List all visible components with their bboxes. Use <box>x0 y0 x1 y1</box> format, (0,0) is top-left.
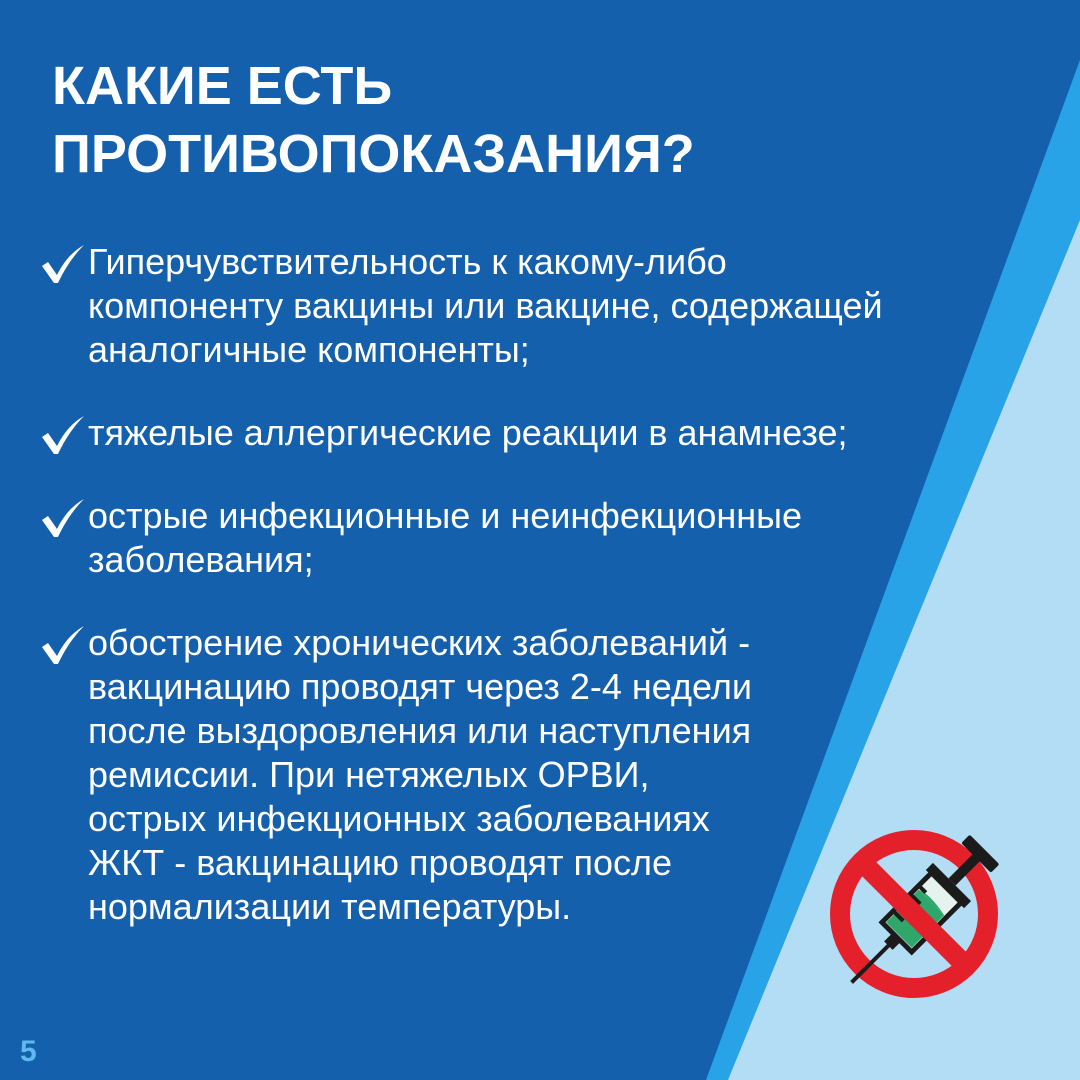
list-item-text <box>88 240 940 372</box>
check-icon <box>40 415 86 455</box>
contraindications-list <box>40 240 940 968</box>
title-line-1: КАКИЕ ЕСТЬ <box>52 56 393 116</box>
list-item-line: после выздоровления или наступления <box>88 710 752 751</box>
list-item-line: обострение хронических заболеваний - <box>88 622 751 663</box>
list-item-line: ЖКТ - вакцинацию проводят после <box>88 842 673 883</box>
list-item-text <box>88 494 940 582</box>
list-item-line: вакцинацию проводят через 2-4 недели <box>88 666 752 707</box>
list-item-line: Гиперчувствительность к какому-либо <box>88 241 727 282</box>
no-syringe-icon <box>828 816 1018 1006</box>
list-item <box>40 240 940 372</box>
list-item-line: нормализации температуры. <box>88 886 572 927</box>
list-item-line: тяжелые аллергические реакции в анамнезе; <box>88 412 848 453</box>
list-item-text <box>88 621 940 929</box>
list-item-line: аналогичные компоненты; <box>88 329 530 370</box>
list-item <box>40 494 940 582</box>
list-item <box>40 411 940 455</box>
list-item-line: острые инфекционные и неинфекционные <box>88 495 803 536</box>
page-number: 5 <box>20 1035 37 1068</box>
page-title <box>52 52 695 188</box>
list-item-line: острых инфекционных заболеваниях <box>88 798 710 839</box>
title-line-2: ПРОТИВОПОКАЗАНИЯ? <box>52 124 695 184</box>
check-icon <box>40 625 86 665</box>
list-item-text <box>88 411 940 455</box>
check-icon <box>40 498 86 538</box>
list-item <box>40 621 940 929</box>
list-item-line: заболевания; <box>88 539 314 580</box>
list-item-line: ремиссии. При нетяжелых ОРВИ, <box>88 754 650 795</box>
list-item-line: компоненту вакцины или вакцине, содержащей <box>88 285 883 326</box>
check-icon <box>40 244 86 284</box>
